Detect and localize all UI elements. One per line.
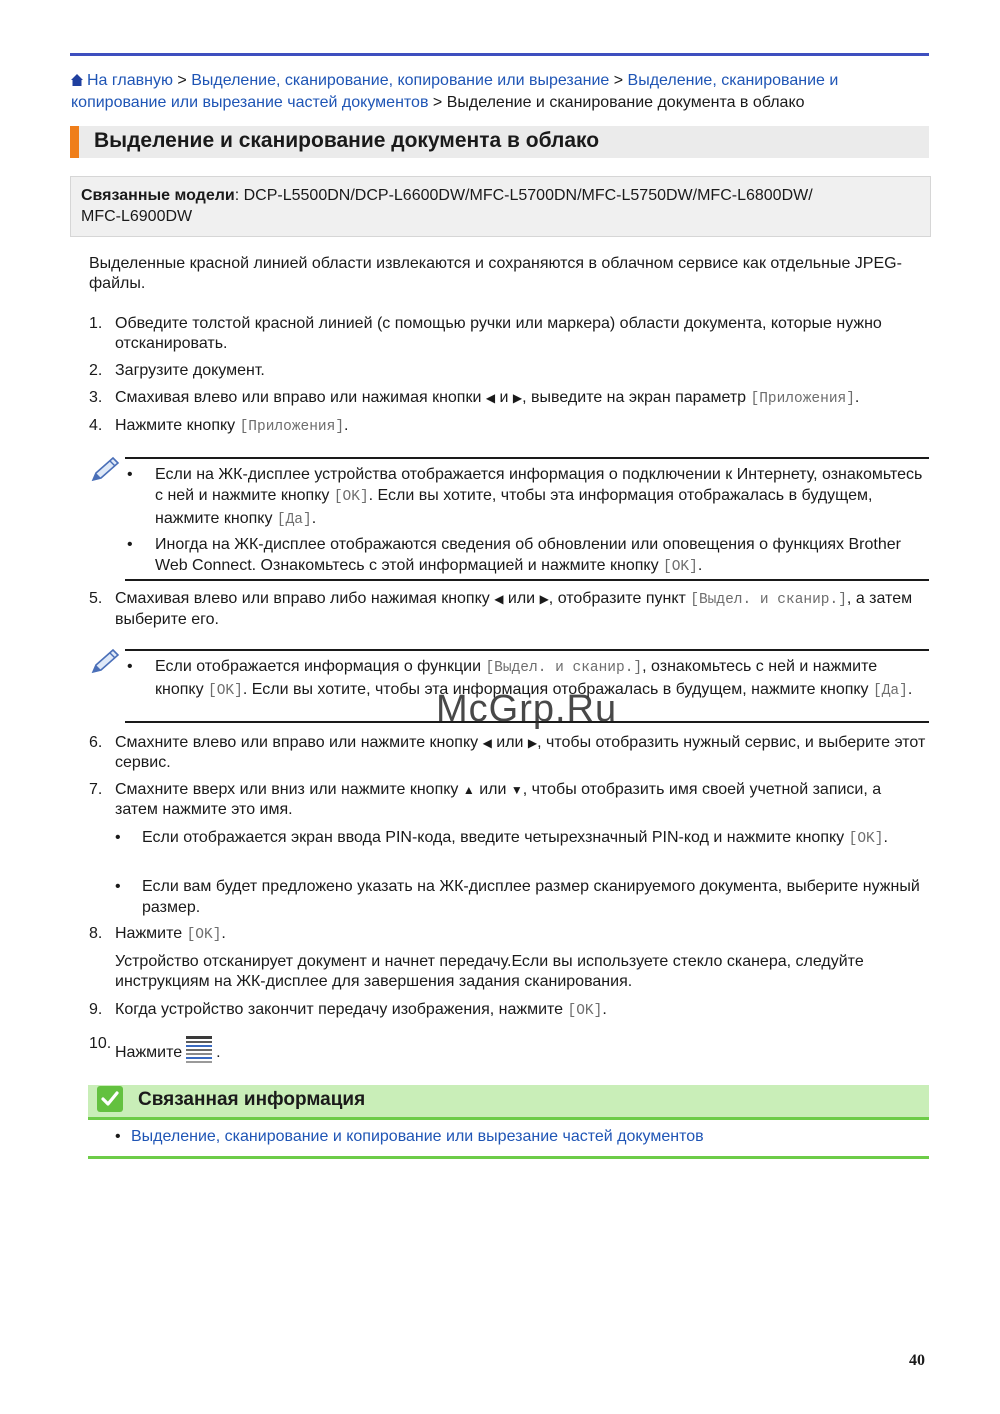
step-text: Смахните влево или вправо или нажмите кнопку ◀ или ▶, чтобы отобразить нужный сервис, и выберите этот сервис. — [115, 734, 926, 771]
breadcrumb-link-parts[interactable]: Выделение, сканирование и копирование или вырезание частей документов — [71, 72, 839, 111]
related-info-link[interactable]: Выделение, сканирование и копирование или вырезание частей документов — [131, 1128, 704, 1145]
step-text: Когда устройство закончит передачу изображения, нажмите [OK]. — [115, 1001, 607, 1019]
pencil-note-icon — [89, 456, 123, 484]
lcd-option-apps: [Приложения] — [750, 391, 855, 407]
lcd-option-ok: [OK] — [663, 559, 698, 575]
note-top-rule — [125, 649, 929, 651]
title-bar — [70, 126, 929, 158]
breadcrumb-current: Выделение и сканирование документа в облако — [446, 94, 805, 111]
lcd-option-select-scan: [Выдел. и сканир.] — [690, 592, 847, 608]
right-arrow-icon: ▶ — [539, 592, 549, 606]
lcd-option-ok: [OK] — [567, 1003, 603, 1019]
note-bottom-rule — [125, 579, 929, 581]
lcd-option-yes: [Да] — [276, 512, 312, 528]
related-models-label: Связанные модели — [81, 187, 235, 204]
intro-text: Выделенные красной линией области извлекаются и сохраняются в облачном сервисе как отдельные JPEG-файлы. — [89, 255, 902, 292]
step-number: 6. — [89, 734, 103, 751]
step-text: Смахните вверх или вниз или нажмите кнопку ▲ или ▼, чтобы отобразить имя своей учетной записи, а затем нажмите это имя. — [115, 781, 882, 818]
step-number: 4. — [89, 417, 103, 434]
note-block-2: • Если отображается информация о функции [Выдел. и сканир.], ознакомьтесь с ней и нажмите кнопку [OK]. Если вы хотите, чтобы эта информация отображалась в будущем, нажмите кнопку [Да]. — [89, 646, 929, 726]
related-models-line1: DCP-L5500DN/DCP-L6600DW/MFC-L5700DN/MFC-L5750DW/MFC-L6800DW/ — [243, 187, 813, 204]
breadcrumb-sep: > — [432, 94, 443, 111]
down-arrow-icon: ▼ — [510, 783, 523, 797]
step-number: 3. — [89, 389, 103, 406]
breadcrumb — [71, 70, 931, 114]
breadcrumb-sep: > — [177, 72, 187, 89]
left-arrow-icon: ◀ — [485, 391, 496, 405]
note-top-rule — [125, 457, 929, 459]
step-text: Нажмите [OK]. — [115, 925, 226, 943]
breadcrumb-link-select-scan-copy[interactable]: Выделение, сканирование, копирование или вырезание — [191, 72, 610, 89]
lcd-option-apps: [Приложения] — [239, 419, 345, 435]
left-arrow-icon: ◀ — [482, 736, 492, 750]
up-arrow-icon: ▲ — [462, 783, 475, 797]
right-arrow-icon: ▶ — [512, 391, 523, 405]
page-title: Выделение и сканирование документа в облако — [94, 129, 600, 152]
pencil-note-icon — [89, 648, 123, 676]
lcd-option-select-scan: [Выдел. и сканир.] — [485, 660, 643, 676]
check-icon — [96, 1085, 124, 1113]
step-text: Нажмите . — [115, 1034, 927, 1064]
step-number: 9. — [89, 1001, 103, 1018]
breadcrumb-sep: > — [613, 72, 624, 89]
related-info-header — [88, 1085, 929, 1120]
related-info-title: Связанная информация — [138, 1089, 366, 1110]
lcd-option-yes: [Да] — [873, 683, 908, 699]
top-rule — [70, 53, 929, 56]
step-detail-text: Устройство отсканирует документ и начнет передачу.Если вы используете стекло сканера, следуйте инструкциям на ЖК-дисплее для завершения задания сканирования. — [115, 953, 864, 990]
home-icon[interactable] — [71, 74, 83, 86]
scan-start-icon — [184, 1034, 216, 1064]
note-block-1: • Если на ЖК-дисплее устройства отображается информация о подключении к Интернету, ознакомьтесь с ней и нажмите кнопку [OK]. Если вы хотите, чтобы эта информация отображалась в будущем, нажмите кнопку [Да]. • Иногда на ЖК-дисплее отображаются сведения об обновлении или оповещения о функциях Brother Web Connect. Ознакомьтесь с этой информацией и нажмите кнопку [OK]. — [89, 454, 929, 584]
lcd-option-ok: [OK] — [208, 683, 243, 699]
lcd-option-ok: [OK] — [186, 927, 222, 943]
step-text: Нажмите кнопку [Приложения]. — [115, 417, 349, 435]
left-arrow-icon: ◀ — [494, 592, 504, 606]
lcd-option-ok: [OK] — [848, 831, 884, 847]
page-number: 40 — [909, 1352, 925, 1369]
step-number: 5. — [89, 590, 103, 607]
right-arrow-icon: ▶ — [527, 736, 538, 750]
title-accent — [70, 126, 79, 158]
related-models-box: Связанные модели: DCP-L5500DN/DCP-L6600DW/MFC-L5700DN/MFC-L5750DW/MFC-L6800DW/ MFC-L6900DW — [70, 176, 931, 237]
step-text: Загрузите документ. — [115, 362, 265, 379]
bottom-rule — [88, 1156, 929, 1159]
step-number: 1. — [89, 315, 103, 332]
watermark: McGrp.Ru — [436, 688, 618, 730]
step-number: 2. — [89, 362, 103, 379]
step-number: 7. — [89, 781, 103, 798]
step-text: Смахивая влево или вправо или нажимая кнопки ◀ и ▶, выведите на экран параметр [Приложения]. — [115, 389, 860, 407]
step-number: 8. — [89, 925, 103, 942]
step-text: Обведите толстой красной линией (с помощью ручки или маркера) области документа, которые нужно отсканировать. — [115, 315, 882, 352]
related-models-line2: MFC-L6900DW — [81, 208, 193, 225]
breadcrumb-home[interactable]: На главную — [87, 72, 173, 89]
step-text: Смахивая влево или вправо либо нажимая кнопку ◀ или ▶, отобразите пункт [Выдел. и сканир.], а затем выберите его. — [115, 590, 913, 628]
step-number: 10. — [89, 1035, 112, 1052]
lcd-option-ok: [OK] — [333, 489, 369, 505]
